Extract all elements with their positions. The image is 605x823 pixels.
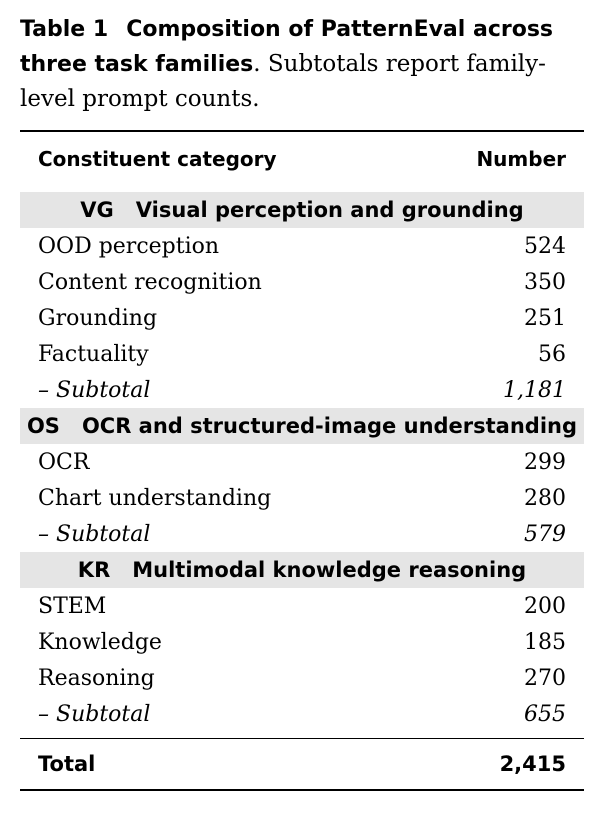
row-label: STEM — [38, 593, 107, 619]
family-header-os — [20, 408, 584, 444]
row-label: Chart understanding — [38, 485, 272, 511]
total-value: 2,415 — [417, 739, 584, 791]
subtotal-row-kr — [20, 696, 584, 732]
table-row — [20, 588, 584, 624]
subtotal-value: 579 — [524, 521, 566, 547]
total-label: Total — [20, 739, 417, 791]
row-value: 56 — [538, 341, 566, 367]
subtotal-label: – Subtotal — [38, 521, 151, 547]
row-label: OCR — [38, 449, 90, 475]
row-value: 299 — [524, 449, 566, 475]
header-category: Constituent category — [38, 147, 277, 171]
table-row — [20, 624, 584, 660]
table-caption — [20, 12, 590, 117]
subtotal-label: – Subtotal — [38, 377, 151, 403]
table-row — [20, 660, 584, 696]
family-name: OCR and structured-image understanding — [81, 414, 578, 438]
header-number: Number — [476, 147, 566, 171]
family-code: KR — [77, 558, 111, 582]
family-code: OS — [26, 414, 60, 438]
row-value: 270 — [524, 665, 566, 691]
table-row — [20, 264, 584, 300]
composition-table — [20, 130, 584, 791]
subtotal-value: 1,181 — [503, 377, 566, 403]
table-row — [20, 336, 584, 372]
table-row — [20, 444, 584, 480]
subtotal-label: – Subtotal — [38, 701, 151, 727]
row-value: 350 — [524, 269, 566, 295]
row-label: Factuality — [38, 341, 149, 367]
subtotal-row-os — [20, 516, 584, 552]
family-name: Multimodal knowledge reasoning — [132, 558, 527, 582]
table-row — [20, 480, 584, 516]
subtotal-row-vg — [20, 372, 584, 408]
table-header-row — [20, 131, 584, 189]
row-value: 200 — [524, 593, 566, 619]
row-value: 185 — [524, 629, 566, 655]
table-row — [20, 228, 584, 264]
row-label: Grounding — [38, 305, 158, 331]
row-label: OOD perception — [38, 233, 220, 259]
total-row — [20, 739, 584, 791]
caption-text: . Subtotals report family-level prompt counts. — [20, 51, 546, 112]
family-header-kr — [20, 552, 584, 588]
row-value: 524 — [524, 233, 566, 259]
family-name: Visual perception and grounding — [135, 198, 524, 222]
family-code: VG — [80, 198, 114, 222]
row-label: Reasoning — [38, 665, 155, 691]
caption-title: Composition of PatternEval across three task families — [20, 17, 554, 77]
row-value: 280 — [524, 485, 566, 511]
family-header-vg — [20, 189, 584, 228]
table-row — [20, 300, 584, 336]
subtotal-value: 655 — [524, 701, 566, 727]
row-label: Knowledge — [38, 629, 162, 655]
row-value: 251 — [524, 305, 566, 331]
row-label: Content recognition — [38, 269, 262, 295]
caption-label: Table 1 — [20, 17, 109, 42]
